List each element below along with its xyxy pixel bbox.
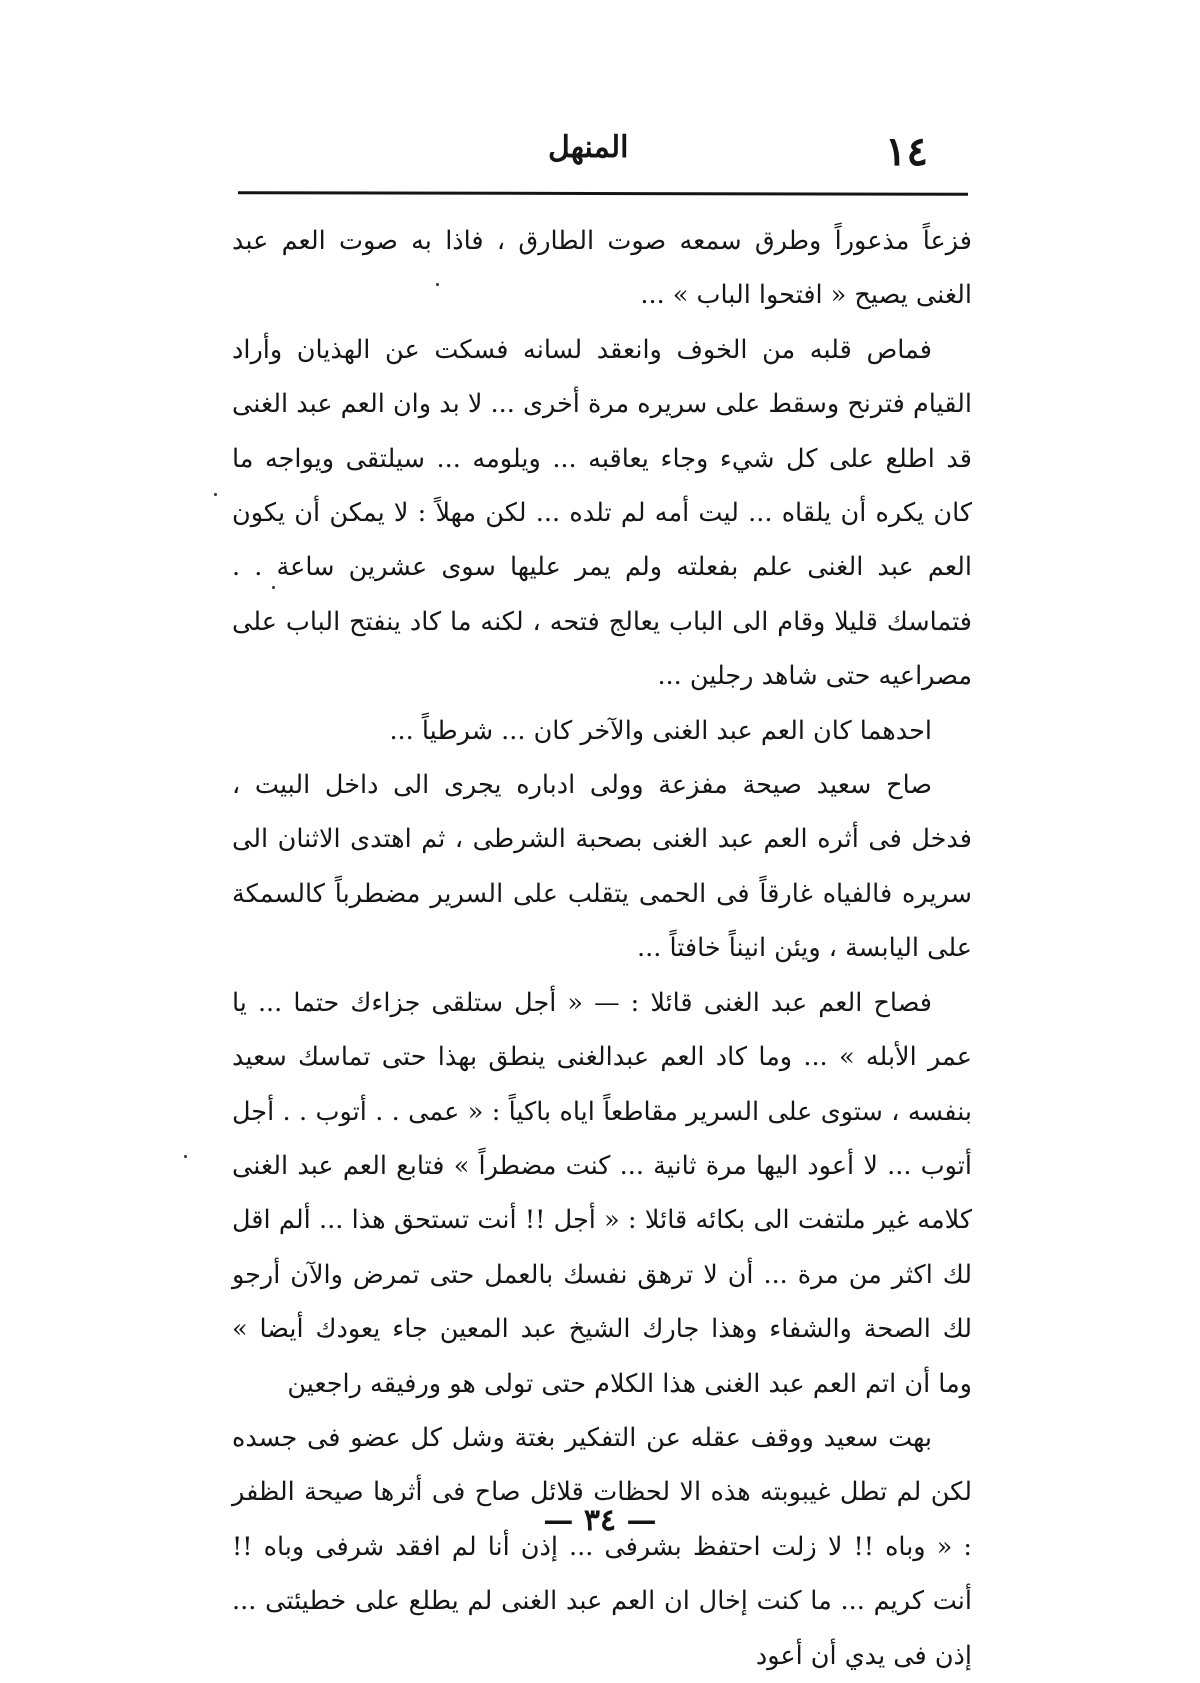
folio: — ٣٤ — (543, 1503, 657, 1538)
page-header (238, 128, 968, 188)
print-speck (272, 586, 275, 589)
paragraph: احدهما كان العم عبد الغنى والآخر كان ... شرطياً ... (389, 715, 932, 746)
print-speck (214, 493, 217, 496)
paragraph: فزعاً مذعوراً وطرق سمعه صوت الطارق ، فاذا به صوت العم عبد الغنى يصيح « افتحوا الباب » ... (232, 226, 972, 311)
header-rule (238, 191, 968, 196)
print-speck (184, 1155, 187, 1158)
paragraph: فصاح العم عبد الغنى قائلا : — « أجل ستلقى جزاءك حتما ... يا عمر الأبله » ... وما كاد العم عبدالغنى ينطق بهذا حتى تماسك سعيد بنفسه ، ستوى على السرير مقاطعاً اياه باكياً : « عمى . . أتوب . . أجل أتوب ... لا أعود اليها مرة ثانية ... كنت مضطراً » فتابع العم عبد الغنى كلامه غير ملتفت الى بكائه قائلا : « أجل !! أنت تستحق هذا ... ألم اقل لك اكثر من مرة ... أن لا ترهق نفسك بالعمل حتى تمرض والآن أرجو لك الصحة والشفاء وهذا جارك الشيخ عبد المعين جاء يعودك أيضا » وما أن اتم العم عبد الغنى هذا الكلام حتى تولى هو ورفيقه راجعين (232, 987, 972, 1399)
paragraph: فماص قلبه من الخوف وانعقد لسانه فسكت عن الهذيان وأراد القيام فترنح وسقط على سريره مرة أخرى ... لا بد وان العم عبد الغنى قد اطلع على كل شيء وجاء يعاقبه ... ويلومه ... سيلتقى ويواجه ما كان يكره أن يلقاه ... ليت أمه لم تلده ... لكن مهلاً : لا يمكن أن يكون العم عبد الغنى علم بفعلته ولم يمر عليها سوى عشرين ساعة . . فتماسك قليلا وقام الى الباب يعالج فتحه ، لكنه ما كاد ينفتح الباب على مصراعيه حتى شاهد رجلين ... (232, 334, 972, 692)
paragraph: بهت سعيد ووقف عقله عن التفكير بغتة وشل كل عضو فى جسده لكن لم تطل غيبوبته هذه الا لحظات قلائل صاح فى أثرها صيحة الظفر : « وباه !! لا زلت احتفظ بشرفى ... إذن أنا لم افقد شرفى وباه !! أنت كريم ... ما كنت إخال ان العم عبد الغنى لم يطلع على خطيئتى ... إذن فى يدي أن أعود (232, 1422, 972, 1671)
paragraph: صاح سعيد صيحة مفزعة وولى ادباره يجرى الى داخل البيت ، فدخل فى أثره العم عبد الغنى بصحبة الشرطى ، ثم اهتدى الاثنان الى سريره فالفياه غارقاً فى الحمى يتقلب على السرير مضطرباً كالسمكة على اليابسة ، ويئن انيناً خافتاً ... (232, 770, 972, 964)
running-title: المنهل (548, 130, 629, 165)
body-text (232, 214, 972, 1683)
print-speck (436, 283, 439, 286)
page-number: ١٤ (885, 128, 928, 175)
